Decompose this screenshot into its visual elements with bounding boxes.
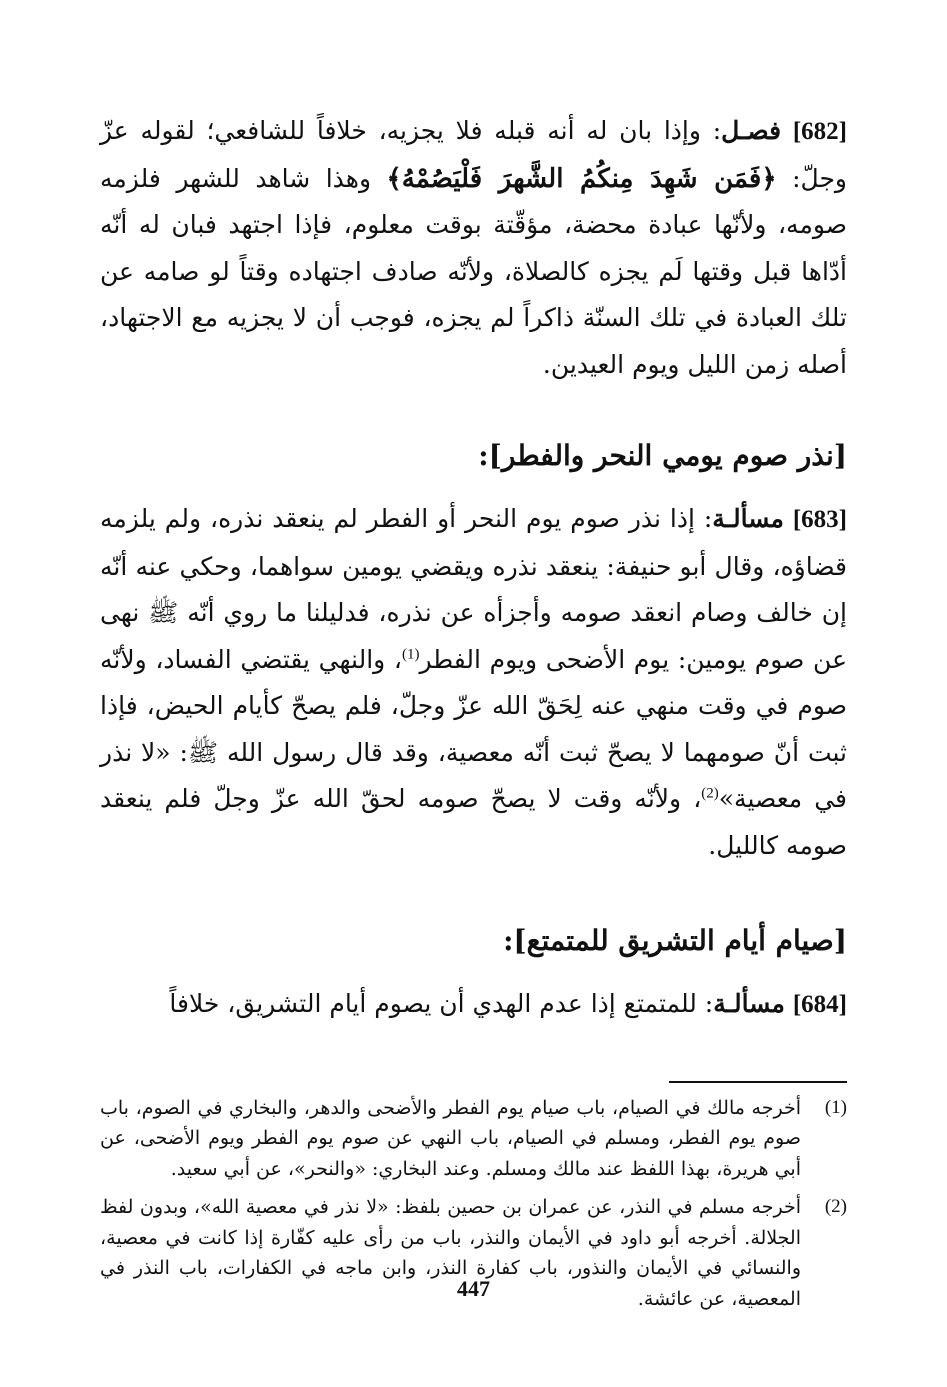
paragraph-text: ، والنهي يقتضي الفساد، ولأنّه صوم في وقت منهي عنه لِحَقّ الله عزّ وجلّ، فلم يصحّ كأيام الحيض، فإذا ثبت أنّ صومهما لا يصحّ ثبت أنّه معصية، وقد قال رسول الله ﷺ: «لا نذر في معصية» (100, 644, 847, 813)
footnote-reference: (1) (401, 646, 420, 663)
footnote-marker: (2) (824, 1196, 847, 1217)
section-heading: [صيام أيام التشريق للمتمتع]: (503, 924, 847, 957)
paragraph-text: وهذا شاهد للشهر فلزمه صومه، ولأنّها عبادة محضة، مؤقّتة بوقت معلوم، فإذا اجتهد فبان له أنّه أدّاها قبل وقتها لَم يجزه كالصلاة، ولأنّه صادف اجتهاده وقتاً لو صامه عن تلك العبادة في تلك السنّة ذاكراً لم يجزه، فوجب أن لا يجزيه مع الاجتهاد، أصله زمن الليل ويوم العيدين. (100, 163, 847, 379)
paragraph-text: ، ولأنّه وقت لا يصحّ صومه لحقّ الله عزّ وجلّ فلم ينعقد صومه كالليل. (100, 784, 847, 860)
quran-verse: ﴿فَمَن شَهِدَ مِنكُمُ الشَّهرَ فَلْيَصُمْهُ﴾ (386, 163, 777, 194)
footnote-separator (669, 1081, 847, 1083)
section-number: [682] (792, 118, 847, 145)
section-keyword: مسألـة (713, 989, 785, 1018)
paragraph-684 (100, 981, 847, 1029)
paragraph-text: : إذا نذر صوم يوم النحر أو الفطر لم ينعقد نذره، ولم يلزمه قضاؤه، وقال أبو حنيفة: ينعقد نذره ويقضي يومين سواهما، وحكي عنه أنّه إن خالف وصام انعقد صومه وأجزأه عن نذره، فدليلنا ما روي أنّه ﷺ نهى عن صوم يومين: يوم الأضحى ويوم الفطر (100, 504, 847, 674)
footnote (100, 1093, 847, 1185)
section-number: [683] (792, 506, 847, 533)
footnote-marker: (1) (824, 1096, 847, 1118)
paragraph-683 (100, 496, 847, 869)
page-number: 447 (457, 1276, 490, 1301)
paragraph-text: : للمتمتع إذا عدم الهدي أن يصوم أيام التشريق، خلافاً (169, 989, 714, 1018)
paragraph-682 (100, 108, 847, 388)
footnote-text: أخرجه مالك في الصيام، باب صيام يوم الفطر والأضحى والدهر، والبخاري في الصوم، باب صوم يوم الفطر، ومسلم في الصيام، باب النهي عن صوم يوم الفطر ويوم الأضحى، عن أبي هريرة، بهذا اللفظ عند مالك ومسلم. وعند البخاري: «والنحر»، عن أبي سعيد. (100, 1096, 801, 1180)
section-keyword: مسألـة (712, 504, 784, 533)
section-number: [684] (792, 991, 847, 1018)
footnote-text: أخرجه مسلم في النذر، عن عمران بن حصين بلفظ: «لا نذر في معصية الله»، وبدون لفظ الجلالة. أخرجه أبو داود في الأيمان والنذر، باب من رأى عليه كفّارة إذا كانت في معصية، والنسائي في الأيمان والنذور، باب كفارة النذر، وابن ماجه في الكفارات، باب النذر في المعصية، عن عائشة. (100, 1196, 801, 1310)
footnote-reference: (2) (701, 785, 719, 802)
section-heading: [نذر صوم يومي النحر والفطر]: (478, 439, 847, 472)
paragraph-text: : وإذا بان له أنه قبله فلا يجزيه، خلافاً للشافعي؛ لقوله عزّ وجلّ: (100, 116, 847, 193)
section-keyword: فصـل (721, 116, 782, 145)
